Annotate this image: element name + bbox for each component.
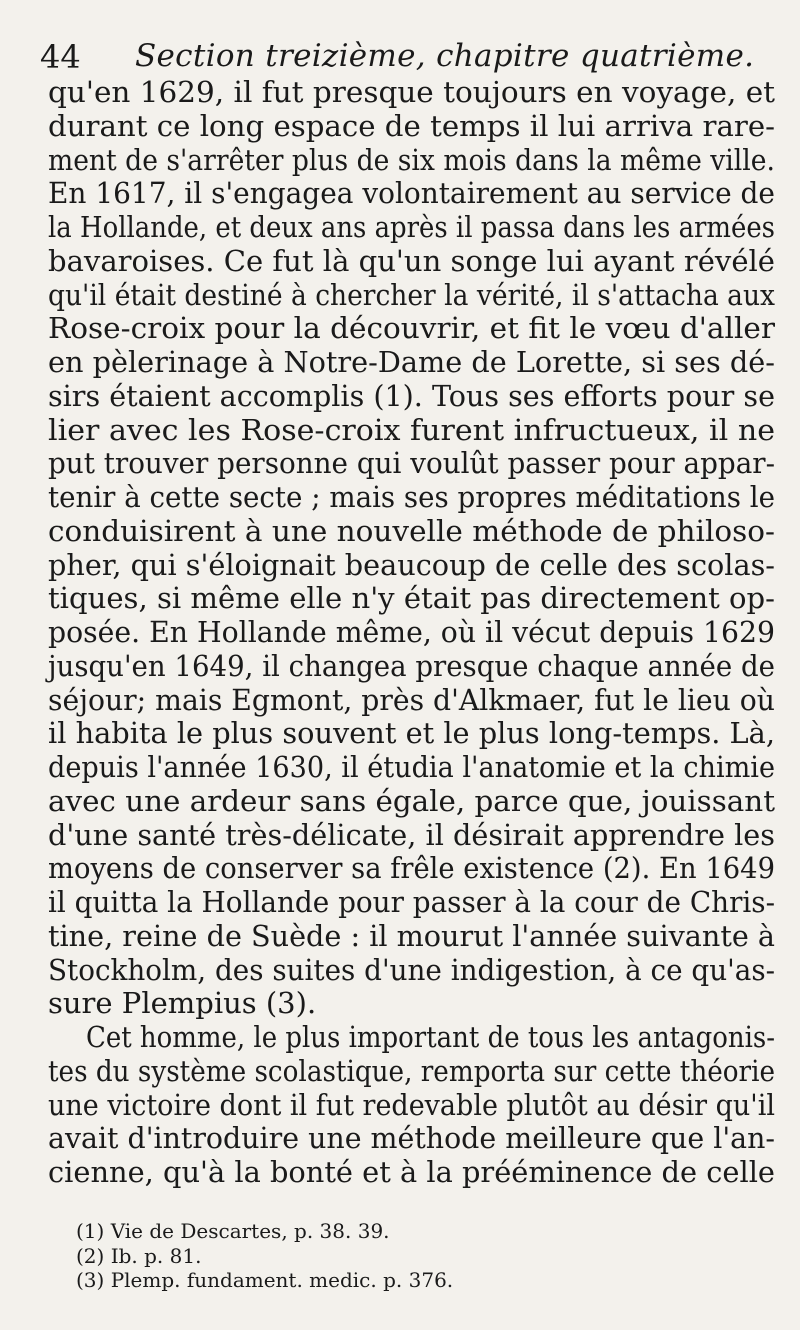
body-line-text: avec une ardeur sans égale, parce que, jouissant	[48, 783, 776, 818]
body-line	[48, 1156, 775, 1190]
body-line-text: sure Plempius (3).	[48, 986, 317, 1021]
body-line-text: il quitta la Hollande pour passer à la cour de Chris-	[48, 885, 775, 919]
body-line-text: put trouver personne qui voulût passer pour appar-	[48, 446, 775, 481]
body-line	[48, 1021, 775, 1055]
body-line	[48, 987, 775, 1021]
body-line-text: qu'il était destiné à chercher la vérité, il s'attacha aux	[48, 277, 775, 312]
body-line-text: ment de s'arrêter plus de six mois dans la même ville.	[48, 142, 775, 177]
body-line-text: Cet homme, le plus important de tous les antagonis-	[86, 1020, 775, 1054]
body-line	[48, 144, 775, 178]
body-line-text: posée. En Hollande même, où il vécut depuis 1629	[48, 615, 775, 649]
body-line-text: depuis l'année 1630, il étudia l'anatomie et la chimie	[48, 750, 775, 784]
body-line	[48, 515, 775, 549]
body-line	[48, 481, 775, 515]
body-line-text: tiques, si même elle n'y était pas directement op-	[48, 581, 776, 616]
body-line-text: tine, reine de Suède : il mourut l'année suivante à	[48, 918, 775, 953]
body-line	[48, 785, 775, 819]
body-line	[48, 954, 775, 988]
body-line-text: en pèlerinage à Notre-Dame de Lorette, si ses dé-	[48, 345, 775, 379]
body-line-text: il habita le plus souvent et le plus long-temps. Là,	[48, 716, 775, 751]
body-line	[48, 886, 775, 920]
body-line-text: moyens de conserver sa frêle existence (2). En 1649	[48, 851, 775, 886]
body-line-text: tes du système scolastique, remporta sur cette théorie	[48, 1053, 775, 1088]
body-line-text: cienne, qu'à la bonté et à la prééminence de celle	[48, 1155, 775, 1189]
body-line-text: une victoire dont il fut redevable plutôt au désir qu'il	[48, 1087, 775, 1122]
body-line	[48, 380, 775, 414]
body-line-text: conduisirent à une nouvelle méthode de philoso-	[48, 513, 775, 548]
footnotes	[76, 1219, 776, 1293]
body-line	[48, 717, 775, 751]
body-line-text: séjour; mais Egmont, près d'Alkmaer, fut le lieu où	[48, 682, 775, 717]
body-line	[48, 1122, 775, 1156]
body-line	[48, 346, 775, 380]
body-line	[48, 312, 775, 346]
body-line-text: lier avec les Rose-croix furent infructueux, il ne	[48, 412, 775, 447]
body-line-text: tenir à cette secte ; mais ses propres méditations le	[48, 480, 775, 514]
body-line	[48, 582, 775, 616]
body-line-text: Rose-croix pour la découvrir, et fit le vœu d'aller	[48, 311, 775, 346]
body-line	[48, 852, 775, 886]
body-line	[48, 1055, 775, 1089]
body-line	[48, 920, 775, 954]
body-line-text: bavaroises. Ce fut là qu'un songe lui ayant révélé	[48, 243, 775, 278]
running-title: Section treizième, chapitre quatrième.	[135, 38, 755, 74]
body-line	[48, 1089, 775, 1123]
body-line-text: sirs étaient accomplis (1). Tous ses efforts pour se	[48, 378, 775, 413]
body-line	[48, 76, 775, 110]
body-line-text: d'une santé très-délicate, il désirait apprendre les	[48, 817, 775, 852]
footnote: (3) Plemp. fundament. medic. p. 376.	[76, 1268, 454, 1292]
page-number: 44	[40, 38, 81, 76]
body-line-text: pher, qui s'éloignait beaucoup de celle des scolas-	[48, 547, 775, 582]
footnote: (2) Ib. p. 81.	[76, 1243, 202, 1268]
body-line	[48, 751, 775, 785]
body-line	[48, 819, 775, 853]
body-line-text: qu'en 1629, il fut presque toujours en voyage, et	[48, 75, 776, 109]
body-line	[48, 177, 775, 211]
body-line	[48, 110, 775, 144]
body-line-text: Stockholm, des suites d'une indigestion, à ce qu'as-	[48, 952, 775, 987]
body-line	[48, 616, 775, 650]
body-line	[48, 684, 775, 718]
body-text	[48, 76, 775, 1190]
body-line	[48, 414, 775, 448]
body-line-text: jusqu'en 1649, il changea presque chaque année de	[48, 648, 775, 683]
body-line	[48, 650, 775, 684]
body-line	[48, 447, 775, 481]
body-line-text: la Hollande, et deux ans après il passa dans les armées	[48, 210, 775, 244]
body-line	[48, 245, 775, 279]
body-line-text: En 1617, il s'engagea volontairement au service de	[48, 176, 775, 211]
footnote: (1) Vie de Descartes, p. 38. 39.	[76, 1219, 390, 1243]
body-line-text: avait d'introduire une méthode meilleure que l'an-	[48, 1121, 775, 1156]
body-line-text: durant ce long espace de temps il lui arriva rare-	[48, 108, 775, 143]
body-line	[48, 211, 775, 245]
body-line	[48, 279, 775, 313]
body-line	[48, 549, 775, 583]
